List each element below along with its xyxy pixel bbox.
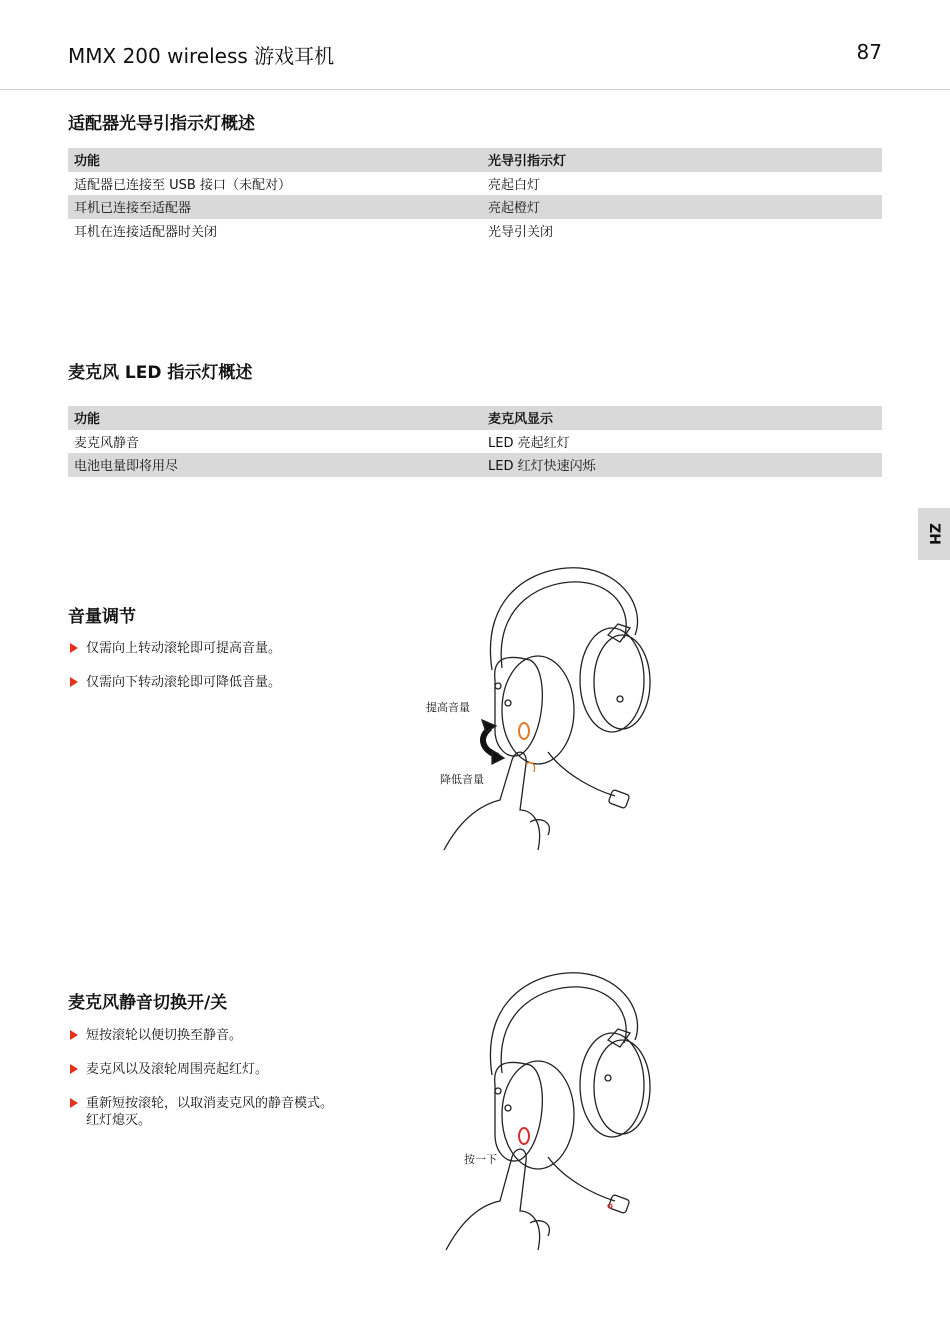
volume-section-title: 音量调节 (68, 607, 136, 627)
adapter-section-title: 适配器光导引指示灯概述 (68, 114, 255, 134)
list-item (68, 1061, 333, 1078)
table-row (68, 195, 882, 219)
table-cell: LED 亮起红灯 (488, 435, 570, 451)
bullet-text: 仅需向上转动滚轮即可提高音量。 (86, 641, 282, 656)
volume-down-callout: 降低音量 (440, 773, 484, 786)
adapter-led-table (68, 148, 882, 242)
bullet-text: 红灯熄灭。 (86, 1113, 152, 1128)
table-header-row (68, 148, 882, 172)
list-item (68, 1027, 333, 1044)
mic-led-table (68, 406, 882, 477)
bullet-text: 仅需向下转动滚轮即可降低音量。 (86, 675, 282, 690)
page-number: 87 (856, 40, 882, 64)
volume-up-callout: 提高音量 (426, 701, 470, 714)
table-cell: 麦克风静音 (74, 435, 140, 451)
bullet-text: 短按滚轮以便切换至静音。 (86, 1028, 243, 1043)
list-item (68, 1095, 333, 1129)
bullet-triangle-icon (70, 1098, 78, 1108)
table-header-cell: 光导引指示灯 (488, 154, 567, 170)
table-row (68, 453, 882, 477)
table-cell: 耳机在连接适配器时关闭 (74, 224, 218, 240)
bullet-triangle-icon (70, 1064, 78, 1074)
table-header-row (68, 406, 882, 430)
table-header-cell: 功能 (74, 154, 101, 170)
header-divider (0, 89, 950, 90)
table-cell: 适配器已连接至 USB 接口（未配对） (74, 177, 291, 193)
mute-section-title: 麦克风静音切换开/关 (68, 993, 228, 1013)
language-tab-label: ZH (926, 523, 942, 545)
language-tab (918, 508, 950, 560)
bullet-triangle-icon (70, 677, 78, 687)
press-once-callout: 按一下 (464, 1153, 497, 1166)
volume-bullet-list (68, 640, 281, 708)
document-title: MMX 200 wireless 游戏耳机 (68, 44, 335, 68)
table-header-cell: 麦克风显示 (488, 412, 554, 428)
bullet-text: 麦克风以及滚轮周围亮起红灯。 (86, 1062, 269, 1077)
table-cell: 耳机已连接至适配器 (74, 201, 192, 217)
table-cell: LED 红灯快速闪烁 (488, 459, 596, 475)
list-item (68, 674, 281, 691)
table-cell: 光导引关闭 (488, 224, 554, 240)
table-row (68, 430, 882, 454)
table-cell: 亮起橙灯 (488, 201, 541, 217)
table-cell: 亮起白灯 (488, 177, 541, 193)
bullet-triangle-icon (70, 1030, 78, 1040)
bullet-text: 重新短按滚轮，以取消麦克风的静音模式。 (86, 1096, 334, 1111)
bullet-triangle-icon (70, 643, 78, 653)
table-row (68, 219, 882, 243)
table-header-cell: 功能 (74, 412, 101, 428)
table-row (68, 172, 882, 196)
headset-mute-illustration (440, 965, 680, 1255)
mute-bullet-list (68, 1027, 333, 1146)
list-item (68, 640, 281, 657)
mic-led-section-title: 麦克风 LED 指示灯概述 (68, 363, 253, 383)
table-cell: 电池电量即将用尽 (74, 459, 179, 475)
